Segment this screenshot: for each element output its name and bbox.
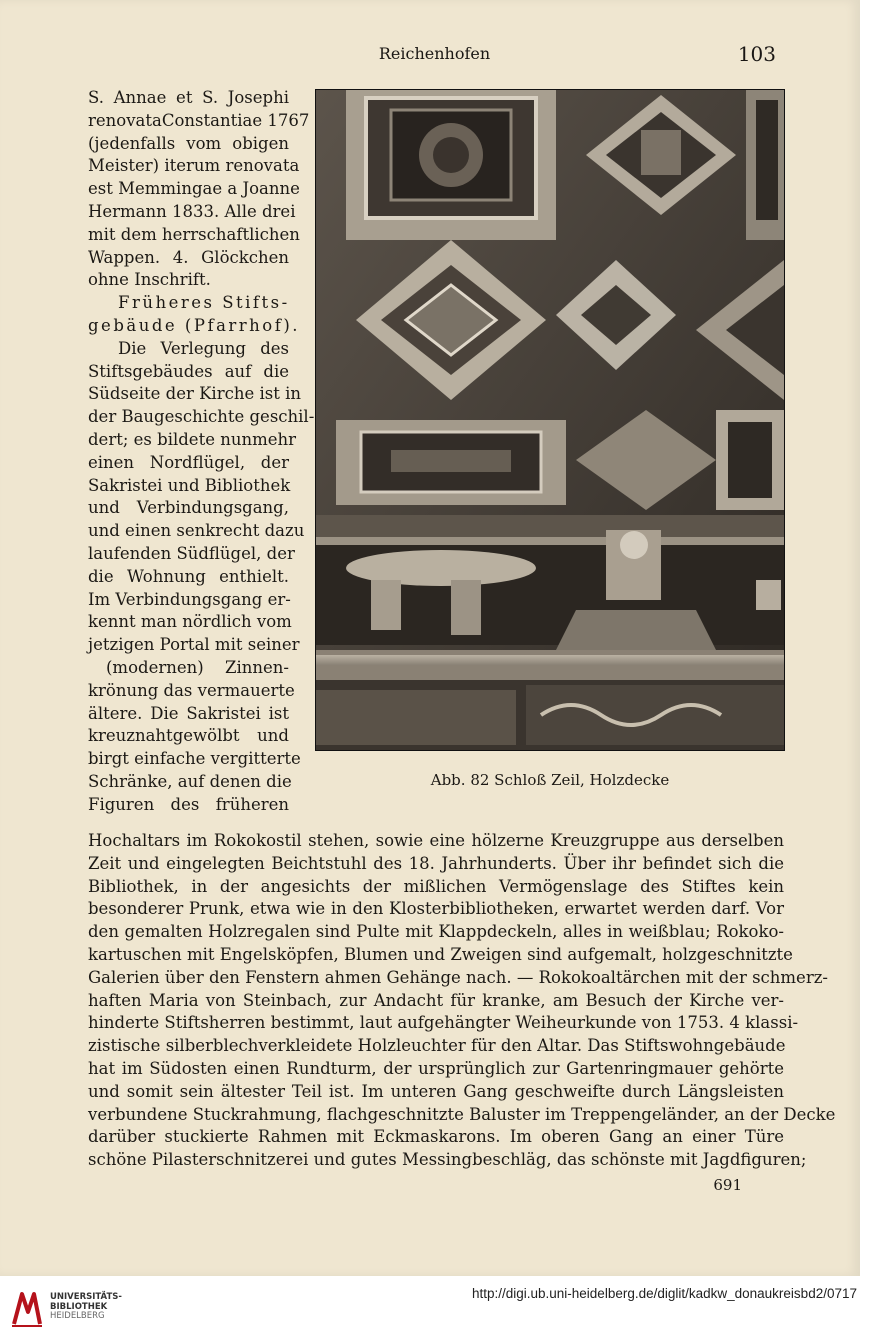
text-line: Stiftsgebäudes auf die (88, 361, 289, 381)
text-line: Hermann 1833. Alle drei (88, 201, 296, 221)
text-line: kartuschen mit Engelsköpfen, Blumen und Zweigen sind aufgemalt, holzgeschnitzte (88, 944, 793, 964)
text-line: birgt einfache vergitterte (88, 749, 301, 769)
text-line: Die Verlegung des (118, 338, 289, 358)
text-line: krönung das vermauerte (88, 680, 295, 700)
text-line: ohne Inschrift. (88, 270, 211, 290)
text-line: Zeit und eingelegten Beichtstuhl des 18. Jahrhunderts. Über ihr befindet sich die (88, 853, 784, 873)
text-line: Figuren des früheren (88, 794, 289, 814)
text-line: Meister) iterum renovata (88, 156, 300, 176)
text-line: dert; es bildete nunmehr (88, 429, 297, 449)
text-line: jetzigen Portal mit seiner (88, 635, 300, 655)
text-line: darüber stuckierte Rahmen mit Eckmaskarons. Im oberen Gang an einer Türe (88, 1127, 784, 1147)
section-heading: Früheres Stifts- (118, 293, 290, 313)
section-heading: gebäude (Pfarrhof). (88, 315, 301, 335)
text-line: Sakristei und Bibliothek (88, 475, 291, 495)
text-line: und einen senkrecht dazu (88, 521, 305, 541)
text-line: verbundene Stuckrahmung, flachgeschnitzte Baluster im Treppengeländer, an der Decke (88, 1104, 836, 1124)
text-line: den gemalten Holzregalen sind Pulte mit Klappdeckeln, alles in weißblau; Rokoko- (88, 922, 784, 942)
text-line: (jedenfalls vom obigen (88, 133, 289, 153)
text-line: besonderer Prunk, etwa wie in den Klosterbibliotheken, erwartet werden darf. Vor (88, 899, 784, 919)
text-line: (modernen) Zinnen- (106, 657, 289, 677)
text-line: hinderte Stiftsherren bestimmt, laut aufgehängter Weiheurkunde von 1753. 4 klassi- (88, 1013, 799, 1033)
source-url-link[interactable]: http://digi.ub.uni-heidelberg.de/diglit/kadkw_donaukreisbd2/0717 (471, 1286, 857, 1301)
figure-caption: Abb. 82 Schloß Zeil, Holzdecke (430, 771, 670, 789)
text-line: zistische silberblechverkleidete Holzleuchter für den Altar. Das Stiftswohngebäude (88, 1036, 786, 1056)
library-name: UNIVERSITÄTS- BIBLIOTHEK HEIDELBERG (50, 1292, 122, 1321)
full-width-text (88, 830, 836, 1172)
text-line: ältere. Die Sakristei ist (88, 703, 289, 723)
text-line: und Verbindungsgang, (88, 498, 289, 518)
text-line: renovataConstantiae 1767 (88, 110, 310, 130)
figure-photo-wooden-ceiling (316, 90, 784, 750)
text-line: und somit sein ältester Teil ist. Im unteren Gang geschweifte durch Längsleisten (88, 1081, 784, 1101)
viewer-footer (0, 1278, 869, 1340)
text-line: S. Annae et S. Josephi (88, 88, 289, 107)
text-line: Schränke, auf denen die (88, 771, 292, 791)
text-line: Hochaltars im Rokokostil stehen, sowie eine hölzerne Kreuzgruppe aus derselben (88, 831, 784, 850)
text-line: mit dem herrschaftlichen (88, 224, 300, 244)
text-line: einen Nordflügel, der (88, 452, 289, 472)
text-line: Im Verbindungsgang er- (88, 589, 291, 609)
text-line: kreuznahtgewölbt und (88, 726, 289, 746)
text-line: Bibliothek, in der angesichts der mißlichen Vermögenslage des Stiftes kein (88, 876, 784, 896)
text-line: Südseite der Kirche ist in (88, 384, 301, 404)
left-column-text (88, 87, 315, 817)
text-line: hat im Südosten einen Rundturm, der ursprünglich zur Gartenringmauer gehörte (88, 1058, 784, 1078)
text-line: Galerien über den Fenstern ahmen Gehänge nach. — Rokokoaltärchen mit der schmerz- (88, 967, 828, 987)
printer-signature: 691 (713, 1176, 742, 1194)
running-title: Reichenhofen (378, 44, 491, 63)
text-line: haften Maria von Steinbach, zur Andacht für kranke, am Besuch der Kirche ver- (88, 990, 784, 1010)
ceiling-photo-illustration (316, 90, 784, 750)
text-line: der Baugeschichte geschil- (88, 407, 315, 427)
text-line: est Memmingae a Joanne (88, 179, 300, 199)
text-line: laufenden Südflügel, der (88, 543, 295, 563)
text-line: Wappen. 4. Glöckchen (88, 247, 289, 267)
page-number: 103 (737, 42, 776, 66)
university-library-logo-icon[interactable] (10, 1288, 44, 1328)
text-line: kennt man nördlich vom (88, 612, 292, 632)
text-line: schöne Pilasterschnitzerei und gutes Messingbeschläg, das schönste mit Jagdfiguren; (88, 1150, 807, 1170)
text-line: die Wohnung enthielt. (88, 566, 289, 586)
